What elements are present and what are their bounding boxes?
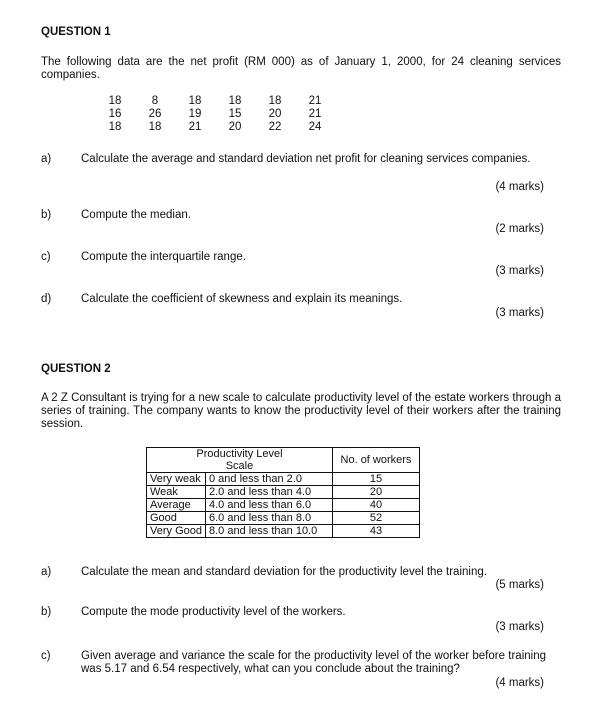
table-row (147, 512, 420, 525)
range-cell: 4.0 and less than 6.0 (205, 499, 332, 512)
q2-part-c-label: c) (41, 650, 51, 662)
data-row (95, 95, 335, 108)
count-cell: 52 (332, 512, 419, 525)
q1-part-b-text: Compute the median. (81, 209, 191, 221)
range-cell: 8.0 and less than 10.0 (205, 525, 332, 538)
q1-part-c-text: Compute the interquartile range. (81, 251, 246, 263)
data-cell: 16 (108, 108, 122, 120)
question-1-intro: The following data are the net profit (RM 000) as of January 1, 2000, for 24 cleaning services companies. (41, 56, 561, 81)
q2-part-a-text: Calculate the mean and standard deviation for the productivity level the training. (81, 566, 487, 578)
level-cell: Good (147, 512, 206, 525)
level-cell: Average (147, 499, 206, 512)
data-cell: 20 (228, 121, 242, 133)
header-productivity-level (147, 448, 333, 473)
productivity-table (146, 447, 420, 538)
level-cell: Very Good (147, 525, 206, 538)
q2-part-b-text: Compute the mode productivity level of the workers. (81, 606, 346, 618)
data-row (95, 121, 335, 134)
q2-part-b-marks: (3 marks) (495, 621, 544, 633)
net-profit-data-grid (95, 95, 335, 134)
data-row (95, 108, 335, 121)
data-cell: 22 (268, 121, 282, 133)
table-row (147, 486, 420, 499)
header-productivity-level-line2: Scale (225, 460, 254, 472)
question-2-intro: A 2 Z Consultant is trying for a new scale to calculate productivity level of the estate workers through a series of training. The company wants to know the productivity level of their workers after the training session. (41, 392, 561, 430)
q1-part-c-marks: (3 marks) (495, 265, 544, 277)
header-no-of-workers: No. of workers (332, 448, 419, 473)
q2-part-c-text: Given average and variance the scale for the productivity level of the worker before training was 5.17 and 6.54 respectively, what can you conclude about the training? (81, 650, 546, 675)
data-cell: 21 (308, 108, 322, 120)
question-1-title: QUESTION 1 (41, 26, 111, 38)
table-row (147, 525, 420, 538)
q1-part-a-text: Calculate the average and standard deviation net profit for cleaning services companies. (81, 153, 531, 165)
data-cell: 20 (268, 108, 282, 120)
count-cell: 43 (332, 525, 419, 538)
data-cell: 19 (188, 108, 202, 120)
data-cell: 21 (188, 121, 202, 133)
q1-part-b-marks: (2 marks) (495, 223, 544, 235)
level-cell: Very weak (147, 473, 206, 486)
level-cell: Weak (147, 486, 206, 499)
q2-part-a-label: a) (41, 566, 52, 578)
q1-part-a-label: a) (41, 153, 52, 165)
q1-part-a-marks: (4 marks) (495, 181, 544, 193)
q1-part-b-label: b) (41, 209, 52, 221)
range-cell: 2.0 and less than 4.0 (205, 486, 332, 499)
data-cell: 18 (188, 95, 202, 107)
q1-part-c-label: c) (41, 251, 51, 263)
table-row (147, 473, 420, 486)
range-cell: 6.0 and less than 8.0 (205, 512, 332, 525)
q2-part-a-marks: (5 marks) (495, 579, 544, 591)
data-cell: 21 (308, 95, 322, 107)
data-cell: 18 (108, 121, 122, 133)
q2-part-c-marks: (4 marks) (495, 677, 544, 689)
data-cell: 18 (268, 95, 282, 107)
data-cell: 26 (148, 108, 162, 120)
count-cell: 40 (332, 499, 419, 512)
table-header-row (147, 448, 420, 473)
q1-part-d-label: d) (41, 293, 52, 305)
q2-part-b-label: b) (41, 606, 52, 618)
data-cell: 8 (151, 95, 159, 107)
count-cell: 15 (332, 473, 419, 486)
data-cell: 18 (108, 95, 122, 107)
data-cell: 24 (308, 121, 322, 133)
table-row (147, 499, 420, 512)
q1-part-d-marks: (3 marks) (495, 307, 544, 319)
header-productivity-level-line1: Productivity Level (196, 448, 283, 460)
question-2-title: QUESTION 2 (41, 363, 111, 375)
data-cell: 18 (228, 95, 242, 107)
count-cell: 20 (332, 486, 419, 499)
data-cell: 18 (148, 121, 162, 133)
range-cell: 0 and less than 2.0 (205, 473, 332, 486)
data-cell: 15 (228, 108, 242, 120)
q1-part-d-text: Calculate the coefficient of skewness and explain its meanings. (81, 293, 403, 305)
